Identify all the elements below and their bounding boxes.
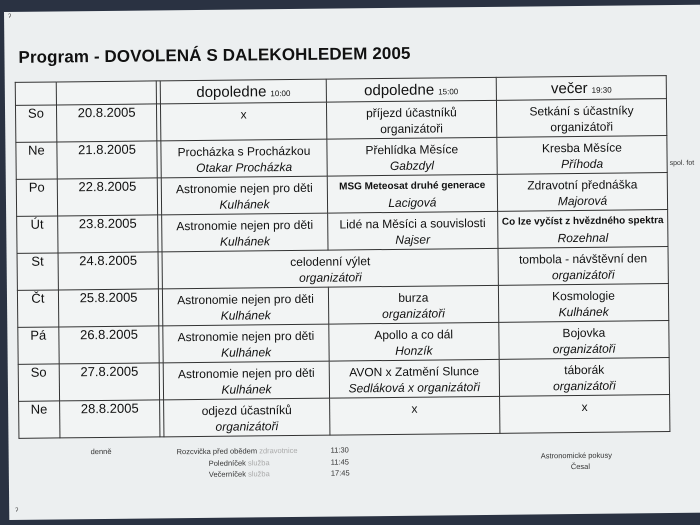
table-row — [17, 247, 668, 291]
day-cell: So — [18, 364, 59, 401]
morning-cell: Astronomie nejen pro děti Kulhánek — [162, 176, 328, 215]
table-row — [15, 99, 666, 143]
date-cell: 28.8.2005 — [59, 400, 160, 438]
date-cell: 21.8.2005 — [57, 141, 158, 179]
corner-mark-top: ˀ — [7, 11, 12, 22]
day-cell: So — [15, 105, 56, 142]
footer-item: Poledníček služba — [208, 458, 270, 468]
fullday-cell: celodenní výlet organizátoři — [162, 248, 498, 289]
day-cell: Čt — [17, 290, 58, 327]
side-note: spol. fot — [669, 159, 695, 168]
afternoon-cell: Přehlídka Měsíce Gabzdyl — [327, 137, 498, 176]
header-evening: večer 19:30 — [496, 76, 666, 101]
day-cell: Pá — [18, 327, 59, 364]
header-morning: dopoledne 10:00 — [161, 79, 327, 104]
date-cell: 24.8.2005 — [58, 252, 159, 290]
day-cell: St — [17, 253, 58, 290]
afternoon-cell: příjezd účastníků organizátoři — [326, 100, 497, 139]
morning-cell: x — [161, 102, 327, 141]
evening-cell: Bojovka organizátoři — [499, 321, 669, 360]
footer-daily-label: denně — [90, 446, 112, 457]
evening-cell: x — [500, 395, 670, 434]
footer-time: 17:45 — [330, 468, 350, 478]
footer-right-title: Astronomické pokusy — [540, 450, 613, 461]
date-cell: 20.8.2005 — [56, 104, 157, 142]
page-title: Program - DOVOLENÁ S DALEKOHLEDEM 2005 — [18, 43, 411, 67]
evening-cell: Setkání s účastníky organizátoři — [496, 99, 666, 138]
footer-time: 11:45 — [330, 457, 349, 467]
footer-time: 11:30 — [330, 445, 349, 455]
header-day — [15, 82, 56, 105]
day-cell: Po — [16, 179, 57, 216]
afternoon-cell: Lidé na Měsíci a souvislosti Najser — [327, 211, 498, 250]
evening-cell: Co lze vyčíst z hvězdného spektra Rozehnal — [498, 210, 668, 249]
corner-mark-bottom: ˀ — [15, 505, 19, 516]
date-cell: 27.8.2005 — [59, 363, 160, 401]
evening-cell: tombola - návštěvní den organizátoři — [498, 247, 668, 286]
header-afternoon: odpoledne 15:00 — [326, 77, 497, 102]
morning-cell: Astronomie nejen pro děti Kulhánek — [162, 213, 328, 252]
evening-cell: Kosmologie Kulhánek — [498, 284, 668, 323]
header-date — [56, 81, 157, 105]
table-row — [16, 173, 667, 217]
day-cell: Ne — [19, 401, 60, 438]
date-cell: 22.8.2005 — [57, 178, 158, 216]
footer-right-name: Česal — [570, 461, 591, 472]
date-cell: 23.8.2005 — [57, 215, 158, 253]
table-row — [19, 395, 670, 439]
date-cell: 26.8.2005 — [59, 326, 160, 364]
table-row — [17, 210, 668, 254]
table-row — [17, 284, 668, 328]
table-row — [18, 321, 669, 365]
morning-cell: Astronomie nejen pro děti Kulhánek — [163, 287, 329, 326]
morning-cell: Astronomie nejen pro děti Kulhánek — [164, 361, 330, 400]
afternoon-cell: x — [329, 396, 500, 435]
footer-item: Večerníček služba — [208, 469, 270, 479]
day-cell: Ne — [16, 142, 57, 179]
afternoon-cell: AVON x Zatmění Slunce Sedláková x organizátoři — [329, 359, 500, 398]
morning-cell: Astronomie nejen pro děti Kulhánek — [163, 324, 329, 363]
evening-cell: táborák organizátoři — [499, 358, 669, 397]
afternoon-cell: Apollo a co dál Honzík — [328, 322, 499, 361]
afternoon-cell: burza organizátoři — [328, 285, 499, 324]
schedule-sheet — [4, 5, 700, 520]
date-cell: 25.8.2005 — [58, 289, 159, 327]
schedule-table — [15, 75, 671, 439]
morning-cell: Procházka s Procházkou Otakar Procházka — [161, 139, 327, 178]
footer-item: Rozcvička před obědem zdravotnice — [176, 445, 298, 457]
morning-cell: odjezd účastníků organizátoři — [164, 398, 330, 437]
evening-cell: Zdravotní přednáška Majorová — [497, 173, 667, 212]
table-row — [16, 136, 667, 180]
evening-cell: Kresba Měsíce Příhoda — [497, 136, 667, 175]
table-row — [18, 358, 669, 402]
afternoon-cell: MSG Meteosat druhé generace Lacigová — [327, 174, 498, 213]
day-cell: Út — [17, 216, 58, 253]
